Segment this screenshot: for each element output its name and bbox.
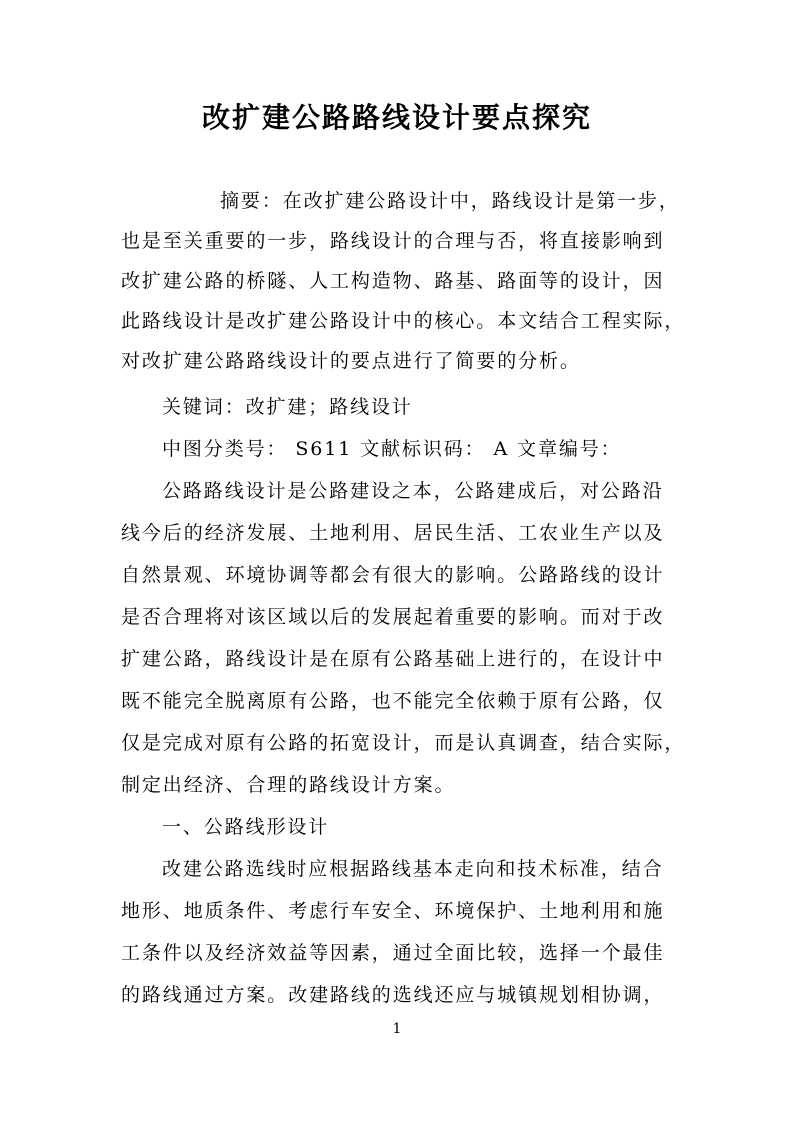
page-number: 1 — [392, 1021, 402, 1037]
classification-line: 中图分类号： S611 文献标识码： A 文章编号： — [162, 438, 622, 460]
intro-line-1: 公路路线设计是公路建设之本，公路建成后，对公路沿 — [162, 480, 664, 502]
intro-line-6: 既不能完全脱离原有公路，也不能完全依赖于原有公路，仅 — [121, 690, 665, 712]
abstract-line-1: 摘要：在改扩建公路设计中，路线设计是第一步， — [220, 190, 680, 212]
intro-line-7: 仅是完成对原有公路的拓宽设计，而是认真调查，结合实际， — [121, 732, 686, 754]
section-line-1: 改建公路选线时应根据路线基本走向和技术标准，结合 — [162, 858, 664, 880]
intro-line-2: 线今后的经济发展、土地利用、居民生活、工农业生产以及 — [121, 522, 665, 544]
abstract-line-2: 也是至关重要的一步，路线设计的合理与否，将直接影响到 — [121, 230, 665, 252]
intro-line-8: 制定出经济、合理的路线设计方案。 — [121, 774, 456, 796]
abstract-line-4: 此路线设计是改扩建公路设计中的核心。本文结合工程实际， — [121, 310, 686, 332]
abstract-line-3: 改扩建公路的桥隧、人工构造物、路基、路面等的设计，因 — [121, 270, 665, 292]
section-line-4: 的路线通过方案。改建路线的选线还应与城镇规划相协调， — [121, 984, 665, 1006]
intro-line-4: 是否合理将对该区域以后的发展起着重要的影响。而对于改 — [121, 606, 665, 628]
abstract-line-5: 对改扩建公路路线设计的要点进行了简要的分析。 — [121, 350, 581, 372]
section-heading: 一、公路线形设计 — [162, 816, 330, 838]
section-line-3: 工条件以及经济效益等因素，通过全面比较，选择一个最佳 — [121, 942, 665, 964]
intro-line-5: 扩建公路，路线设计是在原有公路基础上进行的，在设计中 — [121, 648, 665, 670]
section-line-2: 地形、地质条件、考虑行车安全、环境保护、土地利用和施 — [121, 900, 665, 922]
intro-line-3: 自然景观、环境协调等都会有很大的影响。公路路线的设计 — [121, 564, 665, 586]
keywords-line: 关键词：改扩建；路线设计 — [162, 396, 413, 418]
document-title: 改扩建公路路线设计要点探究 — [201, 101, 592, 134]
